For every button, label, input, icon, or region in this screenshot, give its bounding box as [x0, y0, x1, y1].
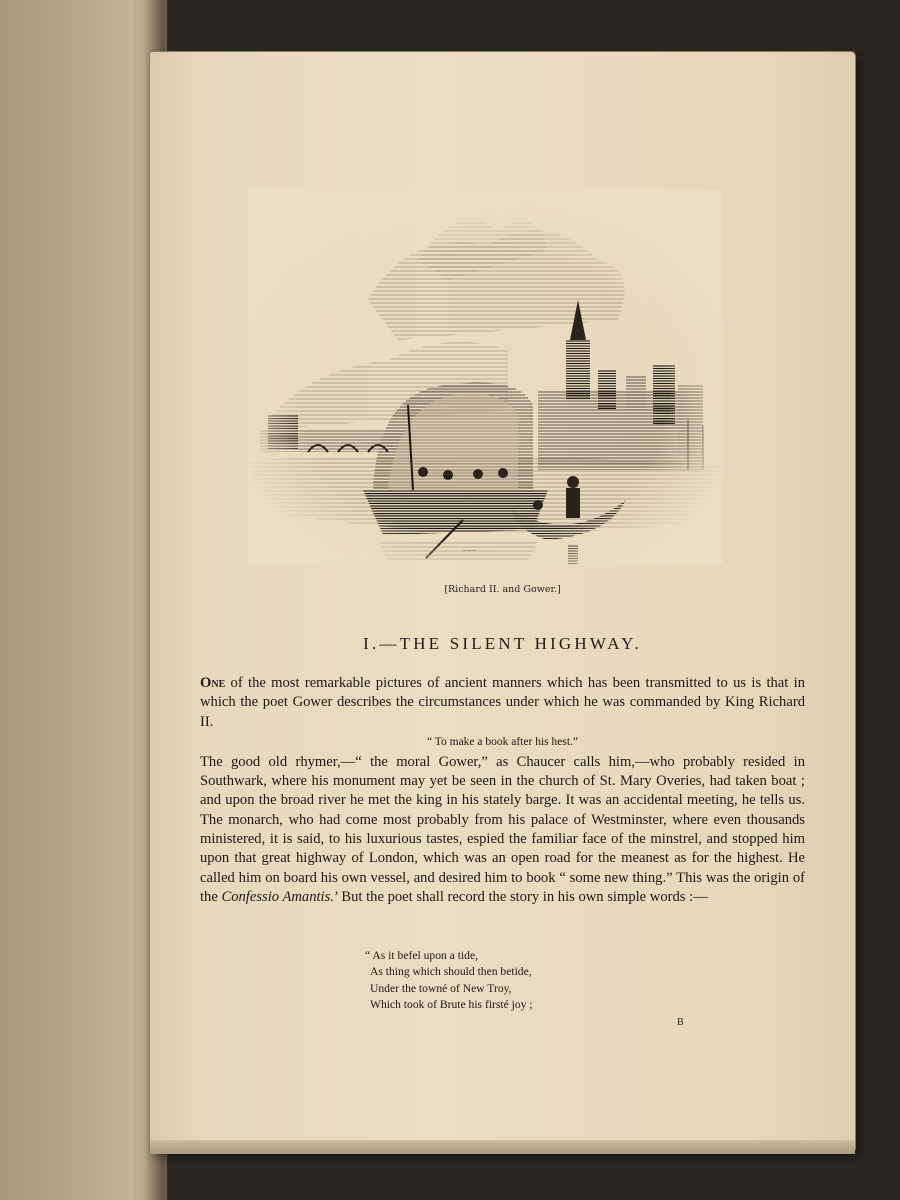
work-title: Confessio Amantis.: [221, 888, 334, 905]
body-text: [200, 674, 805, 907]
paragraph-2-text: The good old rhymer,—“ the moral Gower,” as Chaucer calls him,—who probably resided in Southwark, where his monument may yet be seen in the church of St. Mary Overies, had taken boat ; and upon the broad river he met the king in his stately barge. It was an accidental meeting, he tells us. The monarch, who had come most probably from his palace of Westminster, where even thousands ministered, it is said, to his luxurious tastes, espied the familiar face of the minstrel, and stopped him upon that great highway of London, which was an open road for the meanest as for the highest. He called him on board his own vessel, and desired him to book “ some new thing.” This was the origin of the: [200, 753, 805, 905]
paragraph-2: [200, 753, 805, 907]
illustration-caption: [Richard II. and Gower.]: [444, 584, 561, 595]
verse-line: As thing which should then betide,: [370, 965, 532, 979]
paragraph-2-end: ’ But the poet shall record the story in his own simple words :—: [333, 888, 708, 905]
verse-line: “ As it befel upon a tide,: [365, 949, 479, 962]
verse-block: [365, 948, 665, 1014]
facing-page: [0, 0, 167, 1200]
verse-line: Under the towné of New Troy,: [370, 981, 512, 995]
paragraph-1: [200, 674, 805, 732]
paragraph-1-text: of the most remarkable pictures of ancient manners which has been transmitted to us is that in which the poet Gower describes the circumstances under which he was commanded by King Richard II.: [200, 675, 805, 730]
page-edge: [150, 1140, 855, 1154]
chapter-title: I.—THE SILENT HIGHWAY.: [363, 634, 642, 653]
verse-line: Which took of Brute his firsté joy ;: [370, 998, 533, 1012]
block-quote: “ To make a book after his hest.”: [427, 735, 578, 748]
signature-mark: B: [677, 1017, 684, 1028]
engraving-illustration: [248, 190, 723, 565]
book-page: [150, 52, 855, 1152]
svg-text:~ ~ ~: ~ ~ ~: [463, 548, 476, 553]
lead-word: One: [200, 675, 226, 691]
